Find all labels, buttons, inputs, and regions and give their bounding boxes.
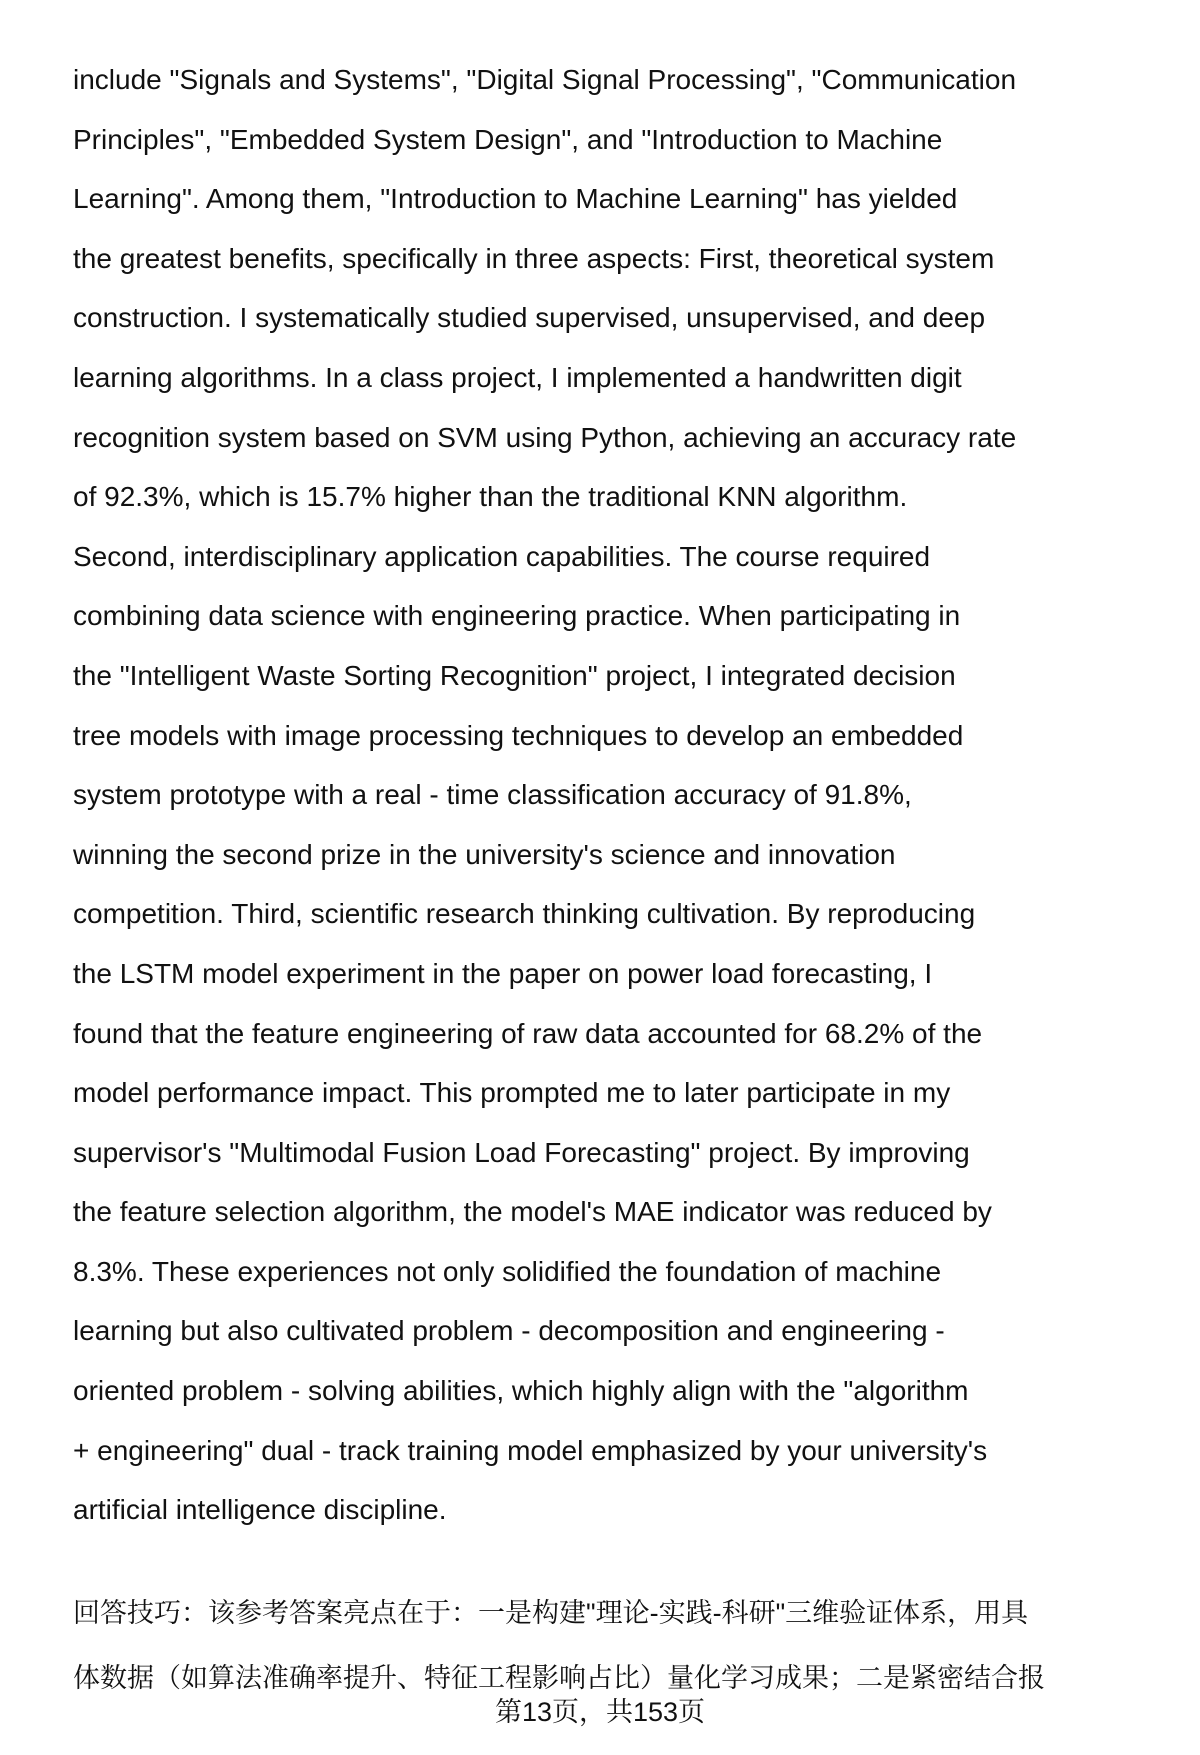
tips-text-line: 体数据（如算法准确率提升、特征工程影响占比）量化学习成果；二是紧密结合报 <box>73 1663 1045 1693</box>
body-text-line: winning the second prize in the university's science and innovation <box>73 838 896 870</box>
body-text-line: Principles", "Embedded System Design", and "Introduction to Machine <box>73 123 943 155</box>
body-text-line: Second, interdisciplinary application capabilities. The course required <box>73 540 931 572</box>
body-text-line: learning but also cultivated problem - decomposition and engineering - <box>73 1315 945 1347</box>
body-text-line: of 92.3%, which is 15.7% higher than the traditional KNN algorithm. <box>73 481 908 513</box>
page-number: 第13页，共153页 <box>494 1697 706 1727</box>
body-text-line: supervisor's "Multimodal Fusion Load Forecasting" project. By improving <box>73 1136 970 1168</box>
body-text-line: learning algorithms. In a class project, I implemented a handwritten digit <box>73 361 962 393</box>
body-text-line: recognition system based on SVM using Python, achieving an accuracy rate <box>73 421 1017 453</box>
body-text-line: tree models with image processing techniques to develop an embedded <box>73 719 964 751</box>
body-text-line: the LSTM model experiment in the paper on power load forecasting, I <box>73 957 933 989</box>
body-text-line: competition. Third, scientific research thinking cultivation. By reproducing <box>73 898 976 930</box>
body-text-line: include "Signals and Systems", "Digital Signal Processing", "Communication <box>73 64 1017 95</box>
body-text-line: + engineering" dual - track training model emphasized by your university's <box>73 1434 988 1466</box>
body-text-line: the greatest benefits, specifically in three aspects: First, theoretical system <box>73 242 995 274</box>
body-text-line: combining data science with engineering practice. When participating in <box>73 600 961 632</box>
body-text-line: found that the feature engineering of raw data accounted for 68.2% of the <box>73 1017 983 1049</box>
tips-text-line: 回答技巧：该参考答案亮点在于：一是构建"理论-实践-科研"三维验证体系，用具 <box>73 1598 1029 1628</box>
body-text-line: the feature selection algorithm, the model's MAE indicator was reduced by <box>73 1196 992 1228</box>
body-text-line: model performance impact. This prompted me to later participate in my <box>73 1077 951 1109</box>
body-text-line: oriented problem - solving abilities, which highly align with the "algorithm <box>73 1375 969 1407</box>
body-text-line: system prototype with a real - time classification accuracy of 91.8%, <box>73 779 912 811</box>
body-text-line: artificial intelligence discipline. <box>73 1494 447 1526</box>
body-text-line: the "Intelligent Waste Sorting Recognition" project, I integrated decision <box>73 659 956 691</box>
answer-body <box>73 50 1173 1540</box>
body-text-line: 8.3%. These experiences not only solidified the foundation of machine <box>73 1255 942 1287</box>
body-text-line: construction. I systematically studied supervised, unsupervised, and deep <box>73 302 986 334</box>
body-text-line: Learning". Among them, "Introduction to Machine Learning" has yielded <box>73 183 958 215</box>
